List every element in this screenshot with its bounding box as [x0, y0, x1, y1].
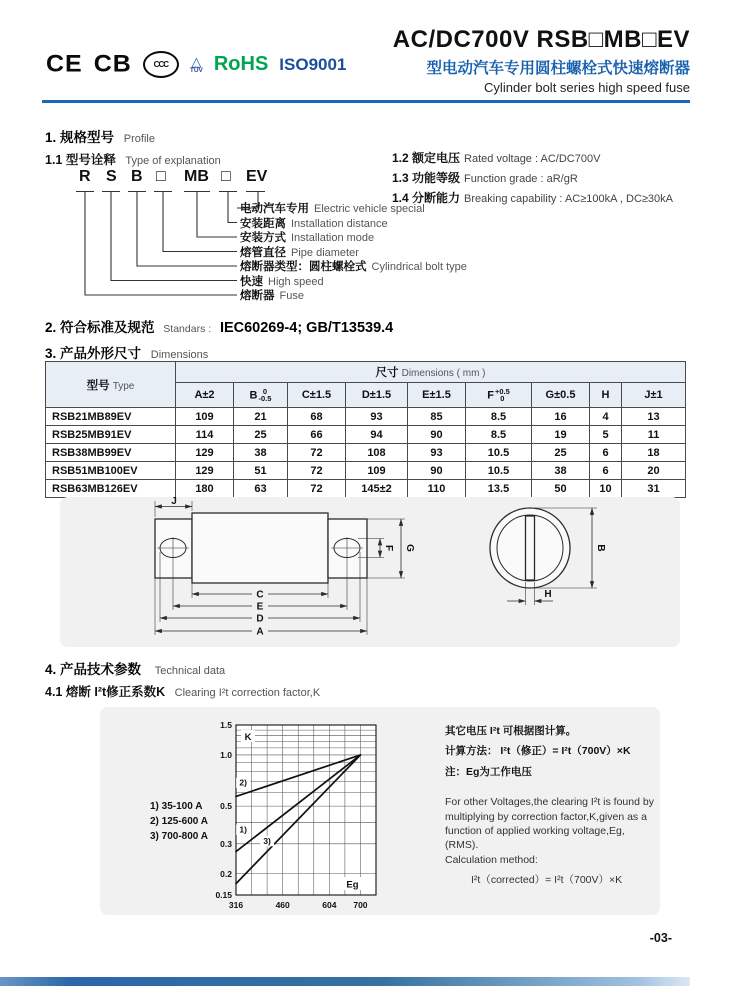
dimension-cell: 72	[288, 480, 346, 498]
dim-label-d: D	[256, 613, 264, 625]
dimension-cell: 11	[622, 426, 686, 444]
section4-title-en: Technical data	[154, 665, 226, 677]
subtitle-en: Cylinder bolt series high speed fuse	[484, 80, 690, 95]
type-code-part-ev: EV	[246, 168, 268, 185]
dimension-cell: 38	[532, 462, 590, 480]
dimension-cell: 93	[408, 444, 466, 462]
tuv-triangle-icon: △	[191, 53, 202, 69]
xlabel: Eg	[346, 879, 359, 891]
spec-en: Function grade : aR/gR	[464, 173, 578, 185]
dimension-cell: 19	[532, 426, 590, 444]
dim-label-b: B	[595, 544, 606, 552]
dim-label-a: A	[256, 626, 264, 638]
section1-1-title-en: Type of explanation	[125, 155, 221, 167]
section4-1-title-en: Clearing I²t correction factor,K	[174, 687, 321, 699]
col-header-d: D±1.5	[346, 383, 408, 408]
dimension-cell: 108	[346, 444, 408, 462]
dimension-cell: 94	[346, 426, 408, 444]
explanation-row	[240, 287, 304, 301]
x-tick-label: 460	[275, 900, 290, 910]
col-header-f	[466, 383, 532, 408]
dimension-cell: 129	[176, 444, 234, 462]
explanation-en: Cylindrical bolt type	[371, 261, 467, 273]
section3-number: 3.	[45, 346, 57, 361]
col-b-tolerance	[259, 388, 272, 403]
dimension-cell: 109	[176, 408, 234, 426]
dimension-cell: 8.5	[466, 426, 532, 444]
outline-drawing-panel	[60, 497, 680, 647]
type-code-part-mb: MB	[184, 168, 209, 185]
y-tick-label: 1.0	[220, 749, 232, 760]
dimension-cell: 31	[622, 480, 686, 498]
note-cn: 其它电压 I²t 可根据图计算。	[445, 725, 577, 737]
table-row	[46, 426, 686, 444]
model-cell: RSB38MB99EV	[46, 444, 176, 462]
dimension-cell: 68	[288, 408, 346, 426]
explanation-row	[240, 244, 359, 258]
iso9001-logo: ISO9001	[279, 54, 347, 74]
spec-cn: 分断能力	[412, 191, 461, 205]
dimension-cell: 90	[408, 426, 466, 444]
annotation-label: 1)	[239, 824, 247, 835]
section4-title-cn: 产品技术参数	[60, 662, 142, 677]
col-b-sub: -0.5	[258, 394, 272, 403]
dimension-cell: 66	[288, 426, 346, 444]
type-code-connector-lines	[75, 190, 265, 302]
annotation-label: 2)	[239, 777, 247, 788]
certification-logos	[46, 50, 346, 79]
col-header-e: E±1.5	[408, 383, 466, 408]
section1-title-cn: 规格型号	[60, 130, 115, 145]
explanation-cn: 熔管直径	[240, 246, 286, 259]
explanation-en: Installation distance	[291, 217, 388, 230]
col-f-label: F	[487, 388, 494, 401]
section3-title-cn: 产品外形尺寸	[60, 346, 142, 361]
explanation-cn: 电动汽车专用	[240, 203, 309, 215]
col-f-sub: 0	[500, 394, 505, 403]
dimension-cell: 129	[176, 462, 234, 480]
y-tick-label: 0.15	[215, 890, 232, 900]
section2-title-cn: 符合标准及规范	[60, 320, 155, 335]
legend-item: 1) 35-100 A	[150, 801, 203, 812]
dimension-cell: 50	[532, 480, 590, 498]
model-cell: RSB51MB100EV	[46, 462, 176, 480]
explanation-cn: 熔断器类型：圆柱螺栓式	[240, 261, 367, 273]
explanation-cn: 快速	[240, 275, 263, 288]
section4-1-heading	[45, 682, 320, 700]
note-cn: 计算方法： I²t（修正）= I²t（700V）×K	[445, 745, 631, 758]
model-cell: RSB21MB89EV	[46, 408, 176, 426]
dimension-cell: 25	[532, 444, 590, 462]
dim-label-c: C	[256, 589, 264, 601]
dimension-cell: 13	[622, 408, 686, 426]
dimension-cell: 6	[590, 462, 622, 480]
section3-heading	[45, 342, 208, 362]
spec-cn: 功能等级	[412, 171, 461, 185]
dimension-cell: 63	[234, 480, 288, 498]
col-b-label: B	[249, 388, 258, 401]
explanation-en: High speed	[268, 275, 324, 288]
explanation-row	[240, 229, 374, 243]
explanation-en: Pipe diameter	[291, 246, 359, 259]
type-code-part-box2: □	[221, 168, 231, 185]
chart-plot-area	[236, 725, 376, 895]
explanation-en: Electric vehicle special	[314, 203, 425, 215]
dimension-cell: 21	[234, 408, 288, 426]
dimension-cell: 5	[590, 426, 622, 444]
model-cell: RSB63MB126EV	[46, 480, 176, 498]
dimensions-table	[45, 361, 686, 498]
spec-en: Rated voltage : AC/DC700V	[464, 153, 601, 165]
section1-number: 1.	[45, 130, 57, 145]
dim-header-en: Dimensions ( mm )	[401, 368, 486, 379]
section1-1-heading	[45, 150, 221, 168]
spec-number: 1.3	[392, 171, 409, 185]
dim-label-h: H	[544, 589, 552, 600]
legend-item: 2) 125-600 A	[150, 816, 208, 827]
section1-heading	[45, 126, 155, 146]
col-header-h: H	[590, 383, 622, 408]
table-row	[46, 480, 686, 498]
col-f-tolerance	[495, 388, 510, 403]
cb-mark-icon: CB	[93, 50, 132, 78]
dimension-cell: 93	[346, 408, 408, 426]
tuv-label: TÜV	[189, 66, 203, 74]
dimension-cell: 90	[408, 462, 466, 480]
col-header-a: A±2	[176, 383, 234, 408]
type-header-en: Type	[112, 380, 135, 392]
section1-title-en: Profile	[123, 133, 155, 145]
dimension-cell: 10	[590, 480, 622, 498]
section4-number: 4.	[45, 662, 57, 677]
y-tick-label: 0.2	[220, 868, 232, 879]
type-header-cn: 型号	[86, 379, 110, 392]
explanation-en: Fuse	[279, 290, 304, 302]
dimension-cell: 6	[590, 444, 622, 462]
dimension-cell: 20	[622, 462, 686, 480]
type-code-part-s: S	[106, 168, 117, 185]
section4-heading	[45, 658, 225, 678]
dimension-cell: 109	[346, 462, 408, 480]
x-tick-label: 700	[353, 900, 368, 910]
type-column-header	[46, 362, 176, 408]
header-rule	[42, 100, 690, 103]
col-header-g: G±0.5	[532, 383, 590, 408]
chart-legend	[150, 799, 208, 844]
spec-row-rated-voltage	[392, 149, 600, 166]
model-cell: RSB25MB91EV	[46, 426, 176, 444]
standards-value: IEC60269-4; GB/T13539.4	[219, 320, 394, 336]
standards-label: Standars :	[163, 323, 212, 335]
dim-label-f: F	[383, 544, 394, 552]
correction-chart	[202, 715, 392, 911]
spec-row-function-grade	[392, 169, 578, 186]
spec-number: 1.4	[392, 191, 409, 205]
dimension-cell: 10.5	[466, 444, 532, 462]
type-code-part-box1: □	[156, 168, 166, 185]
section4-1-title-cn: 熔断 I²t修正系数K	[65, 685, 166, 699]
table-row	[46, 462, 686, 480]
dimension-cell: 85	[408, 408, 466, 426]
dim-label-j: J	[171, 497, 177, 507]
footer-bar	[0, 977, 690, 986]
dimension-cell: 10.5	[466, 462, 532, 480]
y-tick-label: 0.5	[220, 801, 232, 812]
spec-en: Breaking capability : AC≥100kA , DC≥30kA	[464, 193, 674, 205]
type-code-part-r: R	[79, 168, 91, 185]
ce-mark-icon: CE	[46, 50, 83, 78]
dimension-cell: 8.5	[466, 408, 532, 426]
col-b-sup: 0	[262, 386, 268, 396]
section1-1-title-cn: 型号诠释	[65, 153, 116, 167]
rohs-logo: RoHS	[213, 53, 269, 75]
dim-header-cn: 尺寸	[375, 367, 399, 379]
dim-label-e: E	[256, 601, 264, 613]
explanation-cn: 熔断器	[240, 290, 275, 302]
dimensions-column-header	[176, 362, 686, 383]
dimension-cell: 13.5	[466, 480, 532, 498]
col-header-j: J±1	[622, 383, 686, 408]
note-en-calc-label: Calculation method:	[445, 854, 538, 867]
ylabel: K	[244, 732, 252, 743]
dimension-cell: 180	[176, 480, 234, 498]
table-row	[46, 408, 686, 426]
section2-number: 2.	[45, 320, 57, 335]
y-tick-label: 0.3	[220, 838, 232, 849]
dimension-cell: 25	[234, 426, 288, 444]
tuv-mark-icon	[190, 55, 203, 75]
section2-heading	[45, 316, 393, 336]
dimension-cell: 72	[288, 444, 346, 462]
section3-title-en: Dimensions	[150, 349, 209, 361]
technical-data-panel	[100, 707, 660, 915]
col-header-b	[234, 383, 288, 408]
spec-cn: 额定电压	[412, 151, 461, 165]
chart-notes	[445, 721, 657, 887]
section1-1-number: 1.1	[45, 153, 63, 167]
dimension-cell: 145±2	[346, 480, 408, 498]
legend-item: 3) 700-800 A	[150, 831, 208, 842]
page-title: AC/DC700V RSB□MB□EV	[392, 26, 690, 53]
explanation-cn: 安装方式	[240, 232, 286, 244]
type-code-part-b: B	[131, 168, 143, 185]
note-cn: 注：Eg为工作电压	[445, 765, 532, 778]
dim-label-g: G	[404, 544, 415, 552]
dimension-cell: 114	[176, 426, 234, 444]
x-tick-label: 604	[322, 900, 337, 910]
subtitle-cn: 型电动汽车专用圆柱螺栓式快速熔断器	[426, 60, 690, 77]
col-header-c: C±1.5	[288, 383, 346, 408]
x-tick-label: 316	[228, 900, 244, 910]
spec-row-breaking-capability	[392, 189, 673, 206]
note-en-paragraph: For other Voltages,the clearing I²t is found by multiplying by correction factor,K,given as a function of applied working voltage,Eg,(RMS).	[445, 796, 654, 851]
annotation-label: 3)	[263, 835, 271, 846]
dimension-cell: 110	[408, 480, 466, 498]
page-number: -03-	[649, 931, 672, 945]
dimension-cell: 38	[234, 444, 288, 462]
dimension-cell: 72	[288, 462, 346, 480]
y-tick-label: 1.5	[220, 720, 232, 730]
table-row	[46, 444, 686, 462]
note-en-formula: I²t（corrected）= I²t（700V）×K	[471, 874, 623, 887]
explanation-row	[240, 273, 324, 287]
dimension-cell: 51	[234, 462, 288, 480]
ccc-mark-icon: CCC	[143, 51, 179, 78]
dimension-cell: 18	[622, 444, 686, 462]
spec-number: 1.2	[392, 151, 409, 165]
section4-1-number: 4.1	[45, 685, 63, 699]
col-f-sup: +0.5	[494, 386, 510, 396]
dimension-cell: 16	[532, 408, 590, 426]
explanation-en: Installation mode	[291, 232, 375, 244]
explanation-cn: 安装距离	[240, 217, 286, 230]
explanation-row	[240, 258, 467, 272]
dimension-cell: 4	[590, 408, 622, 426]
explanation-row	[240, 215, 388, 229]
fuse-outline-drawing	[60, 497, 680, 647]
title-block	[393, 26, 690, 95]
